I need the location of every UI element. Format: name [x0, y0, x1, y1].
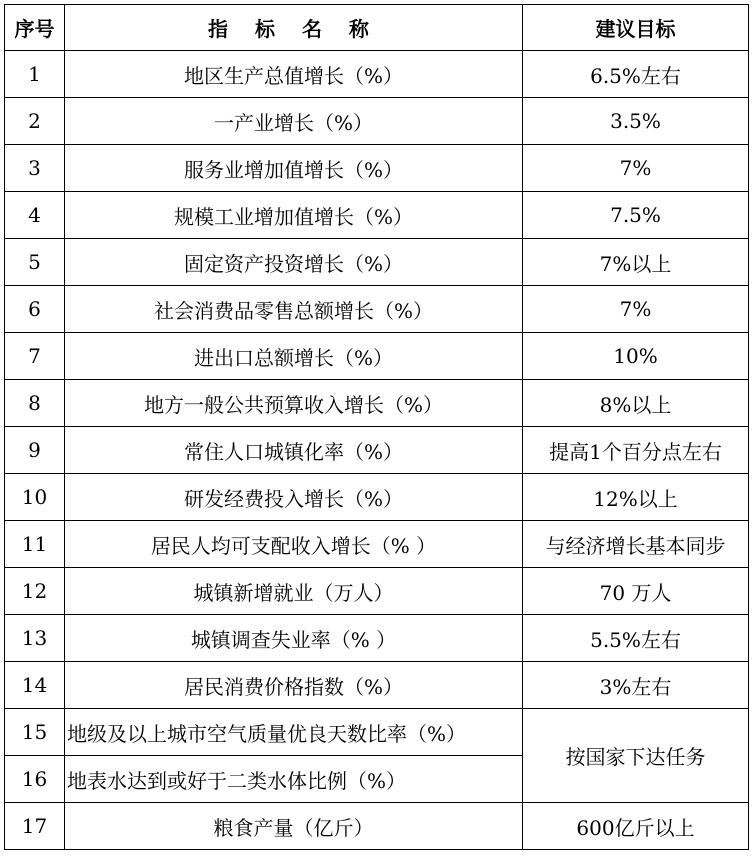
- table-row: [5, 427, 749, 474]
- row-target: 按国家下达任务: [523, 709, 749, 803]
- row-indicator-name: 研发经费投入增长（%）: [65, 474, 523, 521]
- table-row: [5, 98, 749, 145]
- row-index: 17: [5, 803, 65, 850]
- row-target: 7.5%: [523, 192, 749, 239]
- row-target: 7%: [523, 145, 749, 192]
- row-indicator-name: 进出口总额增长（%）: [65, 333, 523, 380]
- row-indicator-name: 居民人均可支配收入增长（% ）: [65, 521, 523, 568]
- table-row: [5, 145, 749, 192]
- row-target: 7%以上: [523, 239, 749, 286]
- table-row: [5, 192, 749, 239]
- row-index: 8: [5, 380, 65, 427]
- row-index: 2: [5, 98, 65, 145]
- row-indicator-name: 规模工业增加值增长（%）: [65, 192, 523, 239]
- row-indicator-name: 固定资产投资增长（%）: [65, 239, 523, 286]
- table-row: [5, 286, 749, 333]
- table-row: [5, 474, 749, 521]
- row-indicator-name: 地方一般公共预算收入增长（%）: [65, 380, 523, 427]
- row-index: 6: [5, 286, 65, 333]
- row-index: 3: [5, 145, 65, 192]
- row-index: 9: [5, 427, 65, 474]
- row-indicator-name: 城镇调查失业率（% ）: [65, 615, 523, 662]
- row-indicator-name: 地区生产总值增长（%）: [65, 51, 523, 98]
- table-header-row: [5, 5, 749, 51]
- row-index: 1: [5, 51, 65, 98]
- row-indicator-name: 粮食产量（亿斤）: [65, 803, 523, 850]
- row-index: 10: [5, 474, 65, 521]
- table-row: [5, 709, 749, 756]
- row-indicator-name: 地级及以上城市空气质量优良天数比率（%）: [65, 709, 523, 756]
- row-index: 7: [5, 333, 65, 380]
- row-index: 12: [5, 568, 65, 615]
- table-row: [5, 568, 749, 615]
- row-index: 14: [5, 662, 65, 709]
- row-indicator-name: 服务业增加值增长（%）: [65, 145, 523, 192]
- table-row: [5, 662, 749, 709]
- row-index: 16: [5, 756, 65, 803]
- row-target: 7%: [523, 286, 749, 333]
- row-indicator-name: 居民消费价格指数（%）: [65, 662, 523, 709]
- row-index: 4: [5, 192, 65, 239]
- row-indicator-name: 社会消费品零售总额增长（%）: [65, 286, 523, 333]
- row-indicator-name: 城镇新增就业（万人）: [65, 568, 523, 615]
- header-indicator-name: 指 标 名 称: [65, 5, 523, 51]
- row-target: 5.5%左右: [523, 615, 749, 662]
- row-target: 6.5%左右: [523, 51, 749, 98]
- table-row: [5, 333, 749, 380]
- table-row: [5, 51, 749, 98]
- row-index: 5: [5, 239, 65, 286]
- row-index: 15: [5, 709, 65, 756]
- indicator-table: [4, 4, 749, 850]
- row-target: 3.5%: [523, 98, 749, 145]
- row-target: 600亿斤以上: [523, 803, 749, 850]
- header-target: 建议目标: [523, 5, 749, 51]
- row-target: 12%以上: [523, 474, 749, 521]
- row-index: 13: [5, 615, 65, 662]
- row-target: 提高1个百分点左右: [523, 427, 749, 474]
- table-row: [5, 380, 749, 427]
- row-indicator-name: 一产业增长（%）: [65, 98, 523, 145]
- table-row: [5, 803, 749, 850]
- row-target: 70 万人: [523, 568, 749, 615]
- row-indicator-name: 地表水达到或好于二类水体比例（%）: [65, 756, 523, 803]
- row-indicator-name: 常住人口城镇化率（%）: [65, 427, 523, 474]
- row-target: 与经济增长基本同步: [523, 521, 749, 568]
- table-row: [5, 615, 749, 662]
- row-target: 3%左右: [523, 662, 749, 709]
- table-row: [5, 521, 749, 568]
- table-row: [5, 239, 749, 286]
- row-target: 10%: [523, 333, 749, 380]
- header-index: 序号: [5, 5, 65, 51]
- row-target: 8%以上: [523, 380, 749, 427]
- row-index: 11: [5, 521, 65, 568]
